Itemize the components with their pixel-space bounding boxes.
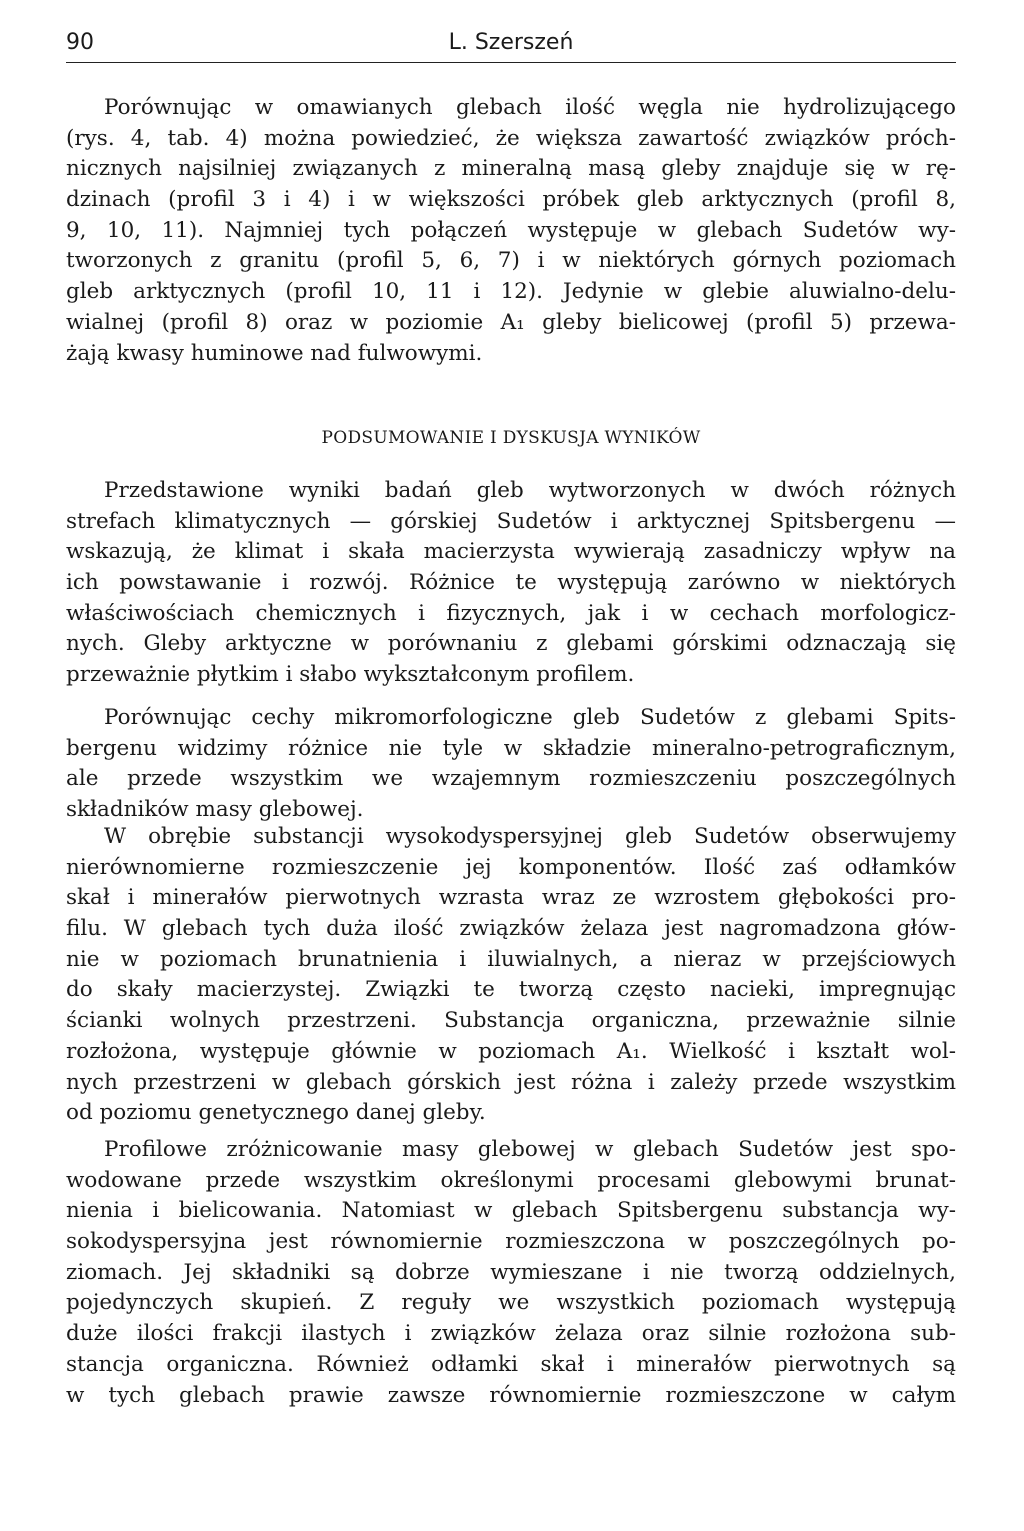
text-line: nienia i bielicowania. Natomiast w glebach Spitsbergenu substancja wy- [66, 1198, 956, 1224]
text-line: żają kwasy huminowe nad fulwowymi. [66, 340, 483, 366]
text-line: skał i minerałów pierwotnych wzrasta wraz ze wzrostem głębokości pro- [66, 885, 956, 911]
text-line: składników masy glebowej. [66, 797, 364, 823]
text-line: rozłożona, występuje głównie w poziomach A₁. Wielkość i kształt wol- [66, 1038, 956, 1064]
page-number: 90 [66, 30, 94, 55]
text-line: Porównując w omawianych glebach ilość węgla nie hydrolizującego [104, 95, 956, 120]
paragraph-5 [66, 1135, 956, 1411]
text-line: strefach klimatycznych — górskiej Sudetów i arktycznej Spitsbergenu — [66, 508, 956, 534]
text-line: Przedstawione wyniki badań gleb wytworzonych w dwóch różnych [104, 478, 956, 503]
text-line: tworzonych z granitu (profil 5, 6, 7) i w niektórych górnych poziomach [66, 248, 956, 274]
text-line: do skały macierzystej. Związki te tworzą często nacieki, impregnując [66, 977, 956, 1003]
text-line: gleb arktycznych (profil 10, 11 i 12). Jedynie w glebie aluwialno-delu- [66, 279, 956, 305]
text-line: w tych glebach prawie zawsze równomiernie rozmieszczone w całym [66, 1382, 956, 1408]
text-line: stancja organiczna. Również odłamki skał i minerałów pierwotnych są [66, 1351, 956, 1377]
text-line: duże ilości frakcji ilastych i związków żelaza oraz silnie rozłożona sub- [66, 1321, 956, 1347]
text-line: od poziomu genetycznego danej gleby. [66, 1100, 486, 1126]
text-line: (rys. 4, tab. 4) można powiedzieć, że większa zawartość związków próch- [66, 125, 956, 151]
text-line: właściwościach chemicznych i fizycznych, jak i w cechach morfologicz- [66, 600, 956, 626]
running-head-author: L. Szerszeń [448, 30, 574, 55]
text-line: ziomach. Jej składniki są dobrze wymieszane i nie tworzą oddzielnych, [66, 1259, 956, 1285]
section-title: PODSUMOWANIE I DYSKUSJA WYNIKÓW [321, 428, 701, 448]
text-line: dzinach (profil 3 i 4) i w większości próbek gleb arktycznych (profil 8, [66, 187, 956, 213]
text-line: 9, 10, 11). Najmniej tych połączeń występuje w glebach Sudetów wy- [66, 217, 956, 243]
page-header [66, 28, 956, 66]
text-line: nicznych najsilniej związanych z mineralną masą gleby znajduje się w rę- [66, 156, 956, 182]
text-line: ścianki wolnych przestrzeni. Substancja organiczna, przeważnie silnie [66, 1008, 956, 1034]
text-line: ich powstawanie i rozwój. Różnice te występują zarówno w niektórych [66, 570, 956, 596]
header-rule [66, 62, 956, 63]
text-line: nych przestrzeni w glebach górskich jest różna i zależy przede wszystkim [66, 1069, 956, 1095]
text-line: W obrębie substancji wysokodyspersyjnej gleb Sudetów obserwujemy [104, 824, 956, 849]
text-line: wodowane przede wszystkim określonymi procesami glebowymi brunat- [66, 1167, 956, 1193]
text-line: sokodyspersyjna jest równomiernie rozmieszczona w poszczególnych po- [66, 1229, 956, 1255]
text-line: bergenu widzimy różnice nie tyle w składzie mineralno-petrograficznym, [66, 735, 956, 761]
text-line: Profilowe zróżnicowanie masy glebowej w glebach Sudetów jest spo- [104, 1137, 956, 1162]
text-line: nie w poziomach brunatnienia i iluwialnych, a nieraz w przejściowych [66, 946, 956, 972]
text-line: Porównując cechy mikromorfologiczne gleb Sudetów z glebami Spits- [104, 705, 956, 730]
text-line: wialnej (profil 8) oraz w poziomie A₁ gleby bielicowej (profil 5) przewa- [66, 309, 956, 335]
text-line: wskazują, że klimat i skała macierzysta wywierają zasadniczy wpływ na [66, 539, 956, 565]
text-line: przeważnie płytkim i słabo wykształconym profilem. [66, 662, 635, 688]
text-line: pojedynczych skupień. Z reguły we wszystkich poziomach występują [66, 1290, 956, 1316]
text-line: ale przede wszystkim we wzajemnym rozmieszczeniu poszczególnych [66, 766, 956, 792]
text-line: filu. W glebach tych duża ilość związków żelaza jest nagromadzona głów- [66, 916, 956, 942]
text-line: nierównomierne rozmieszczenie jej komponentów. Ilość zaś odłamków [66, 854, 956, 880]
paragraph-3 [66, 703, 956, 826]
paragraph-1 [66, 93, 956, 369]
paragraph-4 [66, 822, 956, 1129]
text-line: nych. Gleby arktyczne w porównaniu z glebami górskimi odznaczają się [66, 631, 956, 657]
paragraph-2 [66, 476, 956, 691]
